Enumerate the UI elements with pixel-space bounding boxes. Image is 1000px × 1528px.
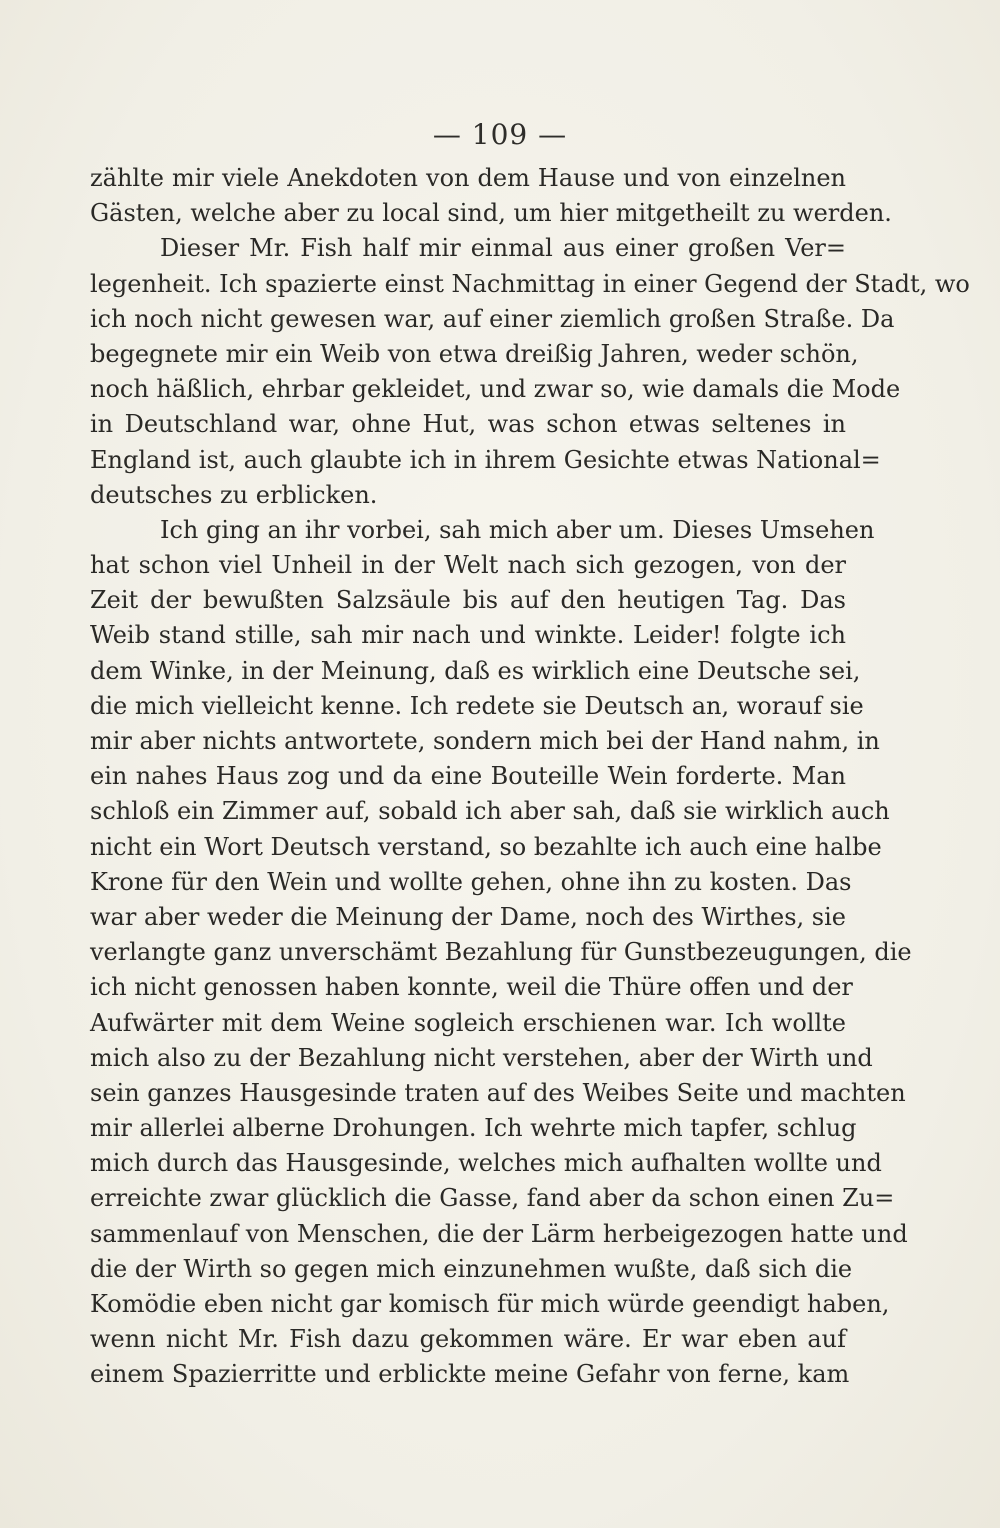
text-line: hat schon viel Unheil in der Welt nach sich gezogen, von der [90,551,846,580]
text-line: Komödie eben nicht gar komisch für mich würde geendigt haben, [90,1290,890,1318]
text-line: verlangte ganz unverschämt Bezahlung für Gunstbezeugungen, die [90,938,912,967]
text-line: schloß ein Zimmer auf, sobald ich aber sah, daß sie wirklich auch [90,797,890,826]
text-line: begegnete mir ein Weib von etwa dreißig Jahren, weder schön, [90,339,859,368]
text-line: mich durch das Hausgesinde, welches mich aufhalten wollte und [90,1149,882,1178]
text-line: zählte mir viele Anekdoten von dem Hause und von einzelnen [90,164,846,192]
text-line: sammenlauf von Menschen, die der Lärm herbeigezogen hatte und [90,1219,908,1248]
text-line: ich noch nicht gewesen war, auf einer ziemlich großen Straße. Da [90,304,895,333]
text-line: dem Winke, in der Meinung, daß es wirklich eine Deutsche sei, [90,656,861,685]
text-line: Gästen, welche aber zu local sind, um hier mitgetheilt zu werden. [90,199,892,228]
text-line: Weib stand stille, sah mir nach und winkte. Leider! folgte ich [90,621,846,650]
page-number: — 109 — [432,118,568,151]
body-text [90,161,970,1393]
text-line: mir aber nichts antwortete, sondern mich bei der Hand nahm, in [90,727,880,755]
text-line: mich also zu der Bezahlung nicht verstehen, aber der Wirth und [90,1043,873,1072]
text-line: deutsches zu erblicken. [90,480,378,509]
text-line: England ist, auch glaubte ich in ihrem Gesichte etwas National= [90,445,881,474]
text-line: Dieser Mr. Fish half mir einmal aus einer großen Ver= [160,234,846,263]
text-line: Krone für den Wein und wollte gehen, ohne ihn zu kosten. Das [90,867,852,896]
text-line: sein ganzes Hausgesinde traten auf des Weibes Seite und machten [90,1078,906,1107]
text-line: nicht ein Wort Deutsch verstand, so bezahlte ich auch eine halbe [90,832,882,861]
text-line: wenn nicht Mr. Fish dazu gekommen wäre. Er war eben auf [90,1325,846,1354]
text-line: erreichte zwar glücklich die Gasse, fand aber da schon einen Zu= [90,1184,895,1213]
text-line: war aber weder die Meinung der Dame, noch des Wirthes, sie [90,902,846,931]
text-line: mir allerlei alberne Drohungen. Ich wehrte mich tapfer, schlug [90,1114,857,1143]
text-line: legenheit. Ich spazierte einst Nachmittag in einer Gegend der Stadt, wo [90,269,970,298]
text-line: ich nicht genossen haben konnte, weil die Thüre offen und der [90,973,853,1002]
text-line: ein nahes Haus zog und da eine Bouteille Wein forderte. Man [90,762,846,791]
text-line: die der Wirth so gegen mich einzunehmen wußte, daß sich die [90,1254,853,1283]
text-line: in Deutschland war, ohne Hut, was schon etwas seltenes in [90,410,846,439]
text-line: die mich vielleicht kenne. Ich redete sie Deutsch an, worauf sie [90,691,864,720]
text-line: einem Spazierritte und erblickte meine Gefahr von ferne, kam [90,1360,850,1389]
text-line: noch häßlich, ehrbar gekleidet, und zwar so, wie damals die Mode [90,375,901,404]
text-line: Aufwärter mit dem Weine sogleich erschienen war. Ich wollte [90,1008,846,1037]
text-line: Zeit der bewußten Salzsäule bis auf den heutigen Tag. Das [90,586,846,615]
text-line: Ich ging an ihr vorbei, sah mich aber um. Dieses Umsehen [160,515,875,544]
